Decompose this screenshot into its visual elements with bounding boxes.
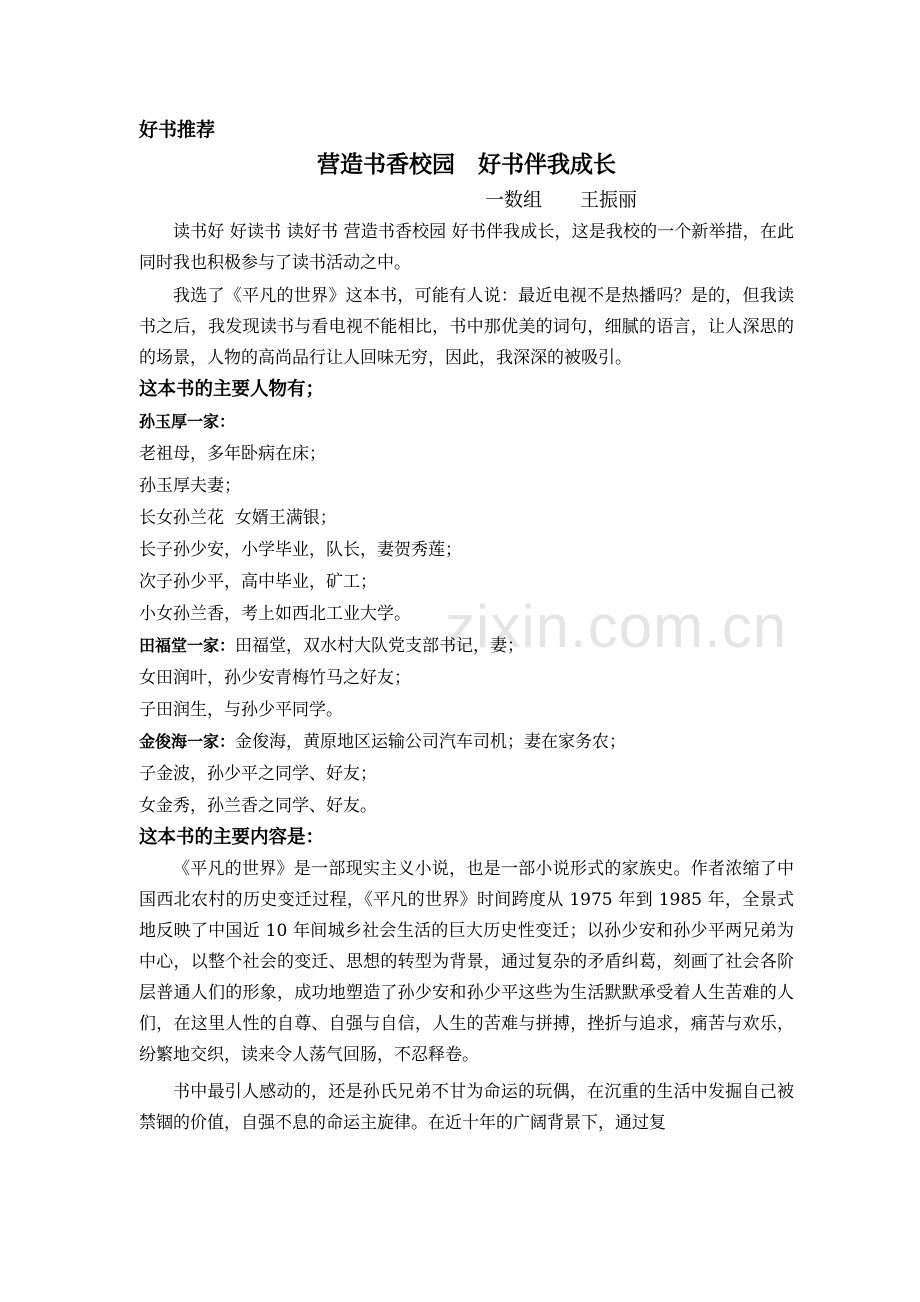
- character-text: 子田润生，与孙少平同学。: [139, 700, 343, 720]
- document-page: [139, 113, 794, 1139]
- character-text: 女田润叶，孙少安青梅竹马之好友；: [139, 668, 411, 688]
- document-title: 营造书香校园 好书伴我成长: [317, 152, 616, 178]
- character-line: [139, 790, 794, 822]
- content-heading: 这本书的主要内容是：: [139, 827, 325, 848]
- author-line: 一数组 王振丽: [485, 189, 638, 211]
- characters-list: [139, 406, 794, 822]
- character-text: 金俊海，黄原地区运输公司汽车司机；妻在家务农；: [235, 732, 627, 752]
- character-text: 长子孙少安，小学毕业，队长，妻贺秀莲；: [139, 540, 462, 560]
- character-line: [139, 470, 794, 502]
- character-line: [139, 726, 794, 758]
- character-line: [139, 438, 794, 470]
- character-line: [139, 534, 794, 566]
- intro-paragraph-2: 我选了《平凡的世界》这本书，可能有人说：最近电视不是热播吗？是的，但我读书之后，我发现读书与看电视不能相比，书中那优美的词句，细腻的语言，让人深思的的场景，人物的高尚品行让人回味无穷，因此，我深深的被吸引。: [139, 286, 794, 368]
- character-line: [139, 566, 794, 598]
- watermark: zixin.com.cn: [445, 593, 788, 660]
- family-label: 田福堂一家：: [139, 636, 236, 655]
- section-label: 好书推荐: [139, 119, 216, 141]
- family-label: 孙玉厚一家：: [139, 412, 236, 431]
- character-line: [139, 406, 794, 438]
- character-text: 长女孙兰花 女婿王满银；: [139, 508, 337, 528]
- character-line: [139, 662, 794, 694]
- character-text: 小女孙兰香，考上如西北工业大学。: [139, 604, 411, 624]
- character-text: 孙玉厚夫妻；: [139, 476, 241, 496]
- intro-paragraph-1: 读书好 好读书 读好书 营造书香校园 好书伴我成长，这是我校的一个新举措，在此同时我也积极参与了读书活动之中。: [139, 222, 794, 273]
- content-paragraph-2: 书中最引人感动的，还是孙氏兄弟不甘为命运的玩偶，在沉重的生活中发掘自己被禁锢的价值，自强不息的命运主旋律。在近十年的广阔背景下，通过复: [139, 1082, 794, 1133]
- character-text: 老祖母，多年卧病在床；: [139, 444, 326, 464]
- character-text: 田福堂，双水村大队党支部书记，妻；: [235, 636, 525, 656]
- character-text: 子金波，孙少平之同学、好友；: [139, 764, 377, 784]
- character-line: [139, 598, 794, 630]
- character-line: [139, 502, 794, 534]
- character-text: 女金秀，孙兰香之同学、好友。: [139, 796, 377, 816]
- family-label: 金俊海一家：: [139, 732, 236, 751]
- character-text: 次子孙少平，高中毕业，矿工；: [139, 572, 377, 592]
- character-line: [139, 758, 794, 790]
- content-paragraph-1: 《平凡的世界》是一部现实主义小说，也是一部小说形式的家族史。作者浓缩了中国西北农村的历史变迁过程，《平凡的世界》时间跨度从 1975 年到 1985 年，全景式地反映了中国近 10 年间城乡社会生活的巨大历史性变迁；以孙少安和孙少平两兄弟为中心，以整个社会的变迁、思想的转型为背景，通过复杂的矛盾纠葛，刻画了社会各阶层普通人们的形象，成功地塑造了孙少安和孙少平这些为生活默默承受着人生苦难的人们，在这里人性的自尊、自强与自信，人生的苦难与拼搏，挫折与追求，痛苦与欢乐，纷繁地交织，读来令人荡气回肠，不忍释卷。: [139, 859, 794, 1065]
- character-line: [139, 694, 794, 726]
- character-line: [139, 630, 794, 662]
- characters-heading: 这本书的主要人物有；: [139, 379, 325, 400]
